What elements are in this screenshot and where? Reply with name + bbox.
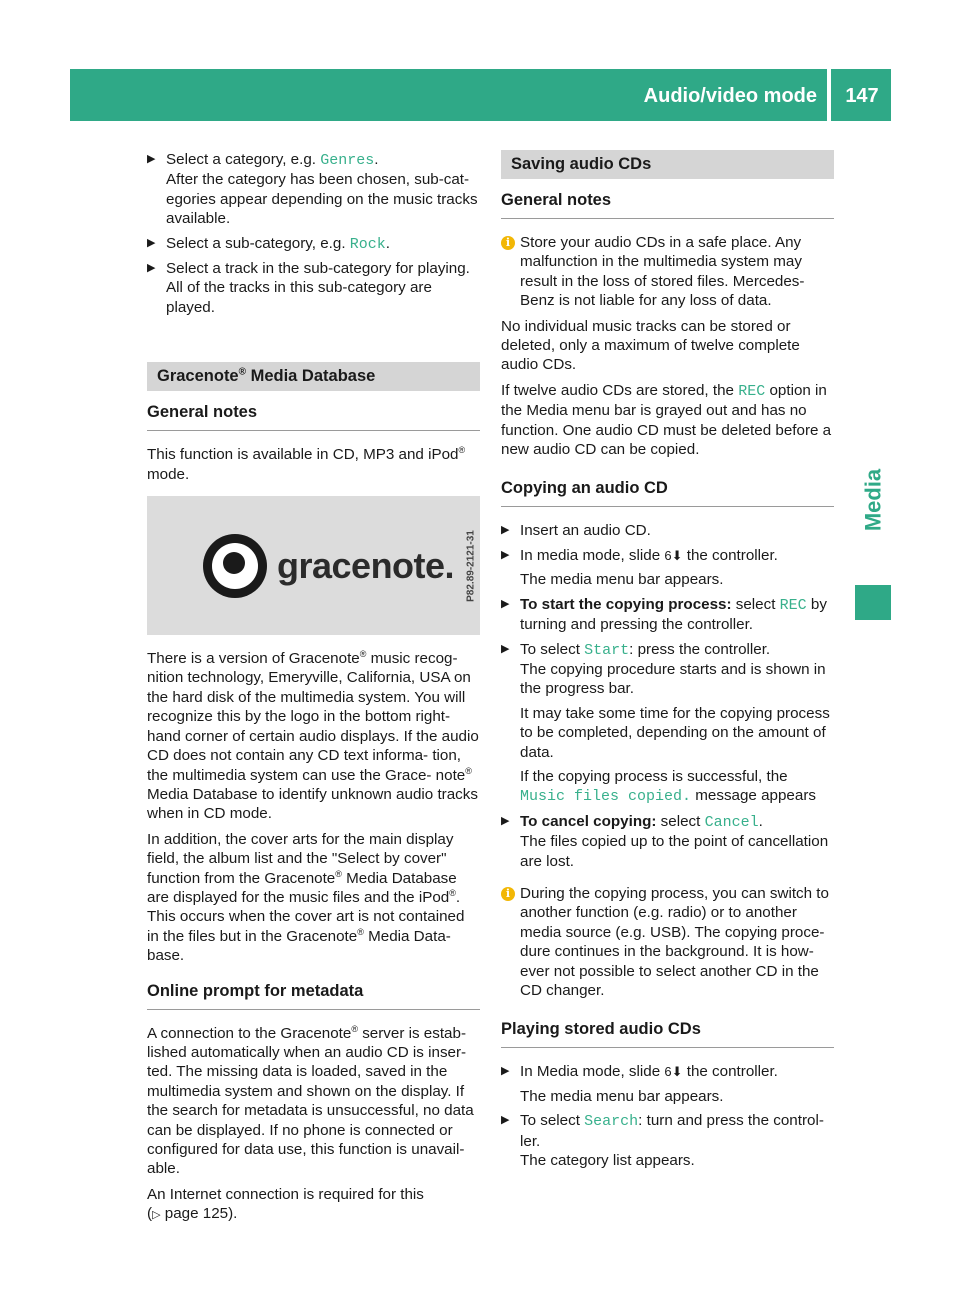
info-note-storage: i Store your audio CDs in a safe place. Any malfunction in the multimedia system may result in the loss of stored files. Mercedes- Benz is not liable for any loss of data. — [501, 233, 834, 311]
display-text-rec: REC — [738, 382, 766, 400]
step-arrow-icon: ▶ — [147, 236, 156, 249]
step-arrow-icon: ▶ — [501, 524, 510, 537]
info-icon: i — [501, 887, 515, 901]
heading-general-notes: General notes — [501, 189, 834, 219]
rec-grayed-paragraph: If twelve audio CDs are stored, the REC option in the Media menu bar is grayed out and has no function. One audio CD must be deleted before a new audio CD can be copied. — [501, 381, 832, 459]
page-ref-link[interactable]: page 125). — [160, 1205, 238, 1223]
step-start-copying: ▶ To start the copying process: select REC by turning and pressing the controller. — [501, 595, 827, 634]
step-select-start: ▶ To select Start: press the controller. The copying procedure starts and is shown in the progress bar. It may take some time for the copying process to be completed, depending on the amount of data. If the copying process is successful, the Music files copied. message appears — [501, 640, 830, 806]
step-arrow-icon: ▶ — [501, 642, 510, 655]
page-number: 147 — [845, 85, 879, 107]
step-arrow-icon: ▶ — [501, 597, 510, 610]
slide-down-icon: ⬇ — [671, 1064, 683, 1080]
display-text-music-files-copied: Music files copied. — [520, 788, 692, 806]
controller-dial-icon: 6 — [664, 1064, 672, 1080]
step-slide-controller: ▶ In media mode, slide 6⬇ the controller. The media menu bar appears. — [501, 546, 778, 589]
section-band-gracenote: Gracenote® Media Database — [147, 362, 480, 391]
display-text-cancel: Cancel — [704, 813, 759, 831]
side-tab-label: Media — [860, 468, 886, 532]
step-arrow-icon: ▶ — [147, 262, 156, 275]
step-arrow-icon: ▶ — [501, 1114, 510, 1127]
slide-down-icon: ⬇ — [671, 547, 683, 563]
addition-paragraph: In addition, the cover arts for the main display field, the album list and the "Select by cover" function from the Gracenote® Media Database are displayed for the music files and the iPod®. This occurs when the cover art is not contained in the files but in the Gracenote® Media Data- base. — [147, 830, 465, 965]
right-column — [501, 150, 834, 1175]
display-text-rec: REC — [779, 596, 807, 614]
header-separator — [827, 69, 831, 121]
version-paragraph: There is a version of Gracenote® music recog- nition technology, Emeryville, California, USA on the hard disk of the multimedia system. You will recognize this by the logo in the bottom right- hand corner of certain audio displays. If the audio CD does not contain any CD text informa- tion, the multimedia system can use the Grace- note® Media Database to identify unknown audio tracks when in CD mode. — [147, 649, 479, 823]
controller-dial-icon: 6 — [664, 547, 672, 563]
step-arrow-icon: ▶ — [501, 548, 510, 561]
step-insert-cd: ▶ Insert an audio CD. — [501, 522, 651, 540]
info-icon: i — [501, 236, 515, 250]
section-title: Audio/video mode — [643, 85, 817, 107]
function-availability-text: This function is available in CD, MP3 and iPod® mode. — [147, 445, 466, 483]
step-arrow-icon: ▶ — [501, 814, 510, 827]
gracenote-logo-image — [147, 496, 480, 635]
side-tab-marker — [855, 585, 891, 620]
info-note-background-copy: i During the copying process, you can switch to another function (e.g. radio) or to another media source (e.g. USB). The copying proce- dure continues in the background. It is how- ever not possible to select another CD in the CD changer. — [501, 884, 834, 1000]
page-ref-arrow-icon: ▷ — [152, 1209, 161, 1222]
display-text-start: Start — [584, 641, 630, 659]
step-arrow-icon: ▶ — [501, 1065, 510, 1078]
left-column — [147, 150, 480, 1232]
step-select-search: ▶ To select Search: turn and press the control- ler. The category list appears. — [501, 1112, 824, 1170]
step-select-track: ▶ Select a track in the sub-category for playing. All of the tracks in this sub-category are played. — [147, 260, 470, 316]
display-text-genres: Genres — [320, 152, 375, 169]
heading-playing-stored: Playing stored audio CDs — [501, 1018, 834, 1048]
heading-general-notes: General notes — [147, 401, 480, 431]
storage-limit-paragraph: No individual music tracks can be stored or deleted, only a maximum of twelve complete audio CDs. — [501, 317, 800, 374]
image-code: P82.89-2121-31 — [465, 530, 477, 602]
online-paragraph: A connection to the Gracenote® server is estab- lished automatically when an audio CD is inser- ted. The missing data is loaded, saved in the multimedia system and shown on the display. If the search for metadata is unsuccessful, no data can be displayed. If no phone is connected or configured for data use, this function is unavail- able. — [147, 1023, 474, 1178]
step-select-category: ▶ Select a category, e.g. Genres. After the category has been chosen, sub-cat- egories appear depending on the music tracks available. — [147, 151, 478, 228]
display-text-rock: Rock — [349, 235, 386, 253]
heading-copying: Copying an audio CD — [501, 477, 834, 507]
step-slide-controller-media: ▶ In Media mode, slide 6⬇ the controller. The media menu bar appears. — [501, 1063, 778, 1105]
heading-online-prompt: Online prompt for metadata — [147, 980, 480, 1010]
gracenote-logo-text: gracenote. — [277, 545, 455, 587]
side-tab — [855, 440, 891, 560]
section-band-saving: Saving audio CDs — [501, 150, 834, 179]
step-select-subcategory: ▶ Select a sub-category, e.g. Rock. — [147, 234, 391, 253]
internet-paragraph: An Internet connection is required for this (▷ page 125). — [147, 1185, 424, 1223]
gracenote-logo-icon — [203, 534, 267, 598]
step-cancel-copying: ▶ To cancel copying: select Cancel. The files copied up to the point of cancellation are lost. — [501, 812, 829, 870]
display-text-search: Search — [584, 1113, 639, 1131]
step-arrow-icon: ▶ — [147, 153, 156, 165]
